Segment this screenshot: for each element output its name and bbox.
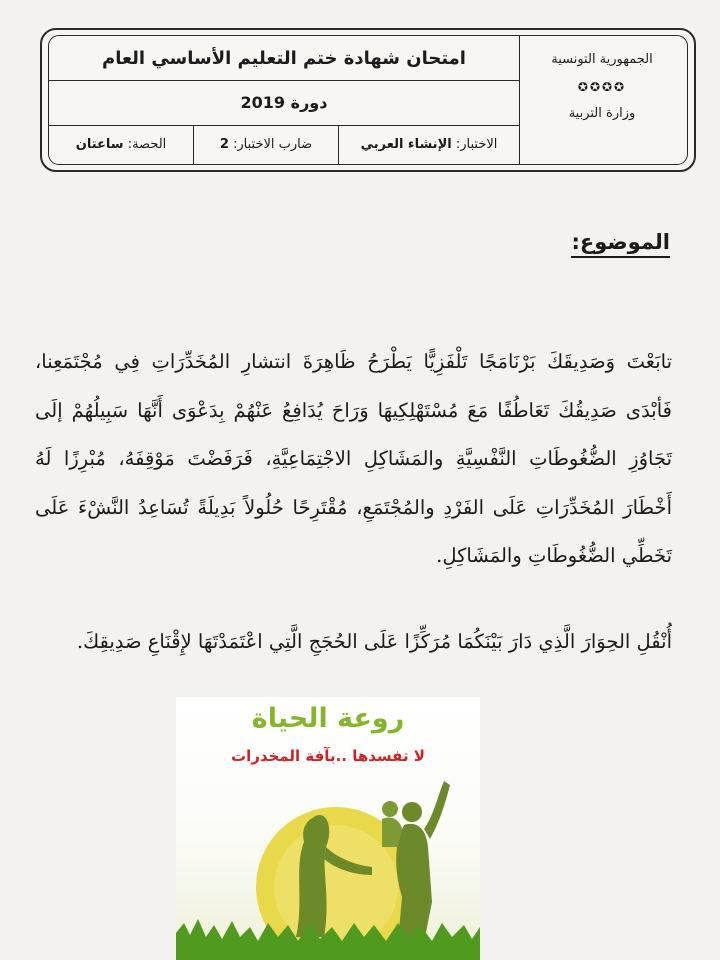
poster-illustration bbox=[176, 697, 480, 960]
man-head bbox=[402, 802, 422, 822]
exam-title: امتحان شهادة ختم التعليم الأساسي العام bbox=[102, 47, 466, 69]
institution-block bbox=[517, 36, 687, 164]
sun-glow bbox=[274, 825, 398, 949]
duration-value: ساعتان bbox=[75, 137, 124, 152]
kid-head bbox=[382, 801, 398, 817]
duration-cell bbox=[49, 125, 194, 164]
ministry-name: وزارة التربية bbox=[568, 106, 636, 121]
session-row bbox=[49, 80, 519, 126]
exam-title-row bbox=[49, 36, 519, 81]
subject-paragraph: تابَعْتَ وَصَدِيقَكَ بَرْنَامَجًا تَلْفَزِيًّا يَطْرَحُ ظَاهِرَةَ انتشارِ المُخَدِّرَاتِ فِي مُجْتَمَعِنا، فَأبْدَى صَدِيقُكَ تَعَاطُفًا مَعَ مُسْتَهْلِكِيهَا وَرَاحَ يُدَافِعُ عَنْهُمْ بِدَعْوَى أَنَّهَا سَبِيلُهُمْ إلَى تَجَاوُزِ الضُّغُوطَاتِ النَّفْسِيَّةِ والمَشَاكِلِ الاجْتِمَاعِيَّةِ، فَرَفَضْتَ مَوْقِفَهُ، مُبْرِزًا لَهُ أَخْطَارَ المُخَدِّرَاتِ عَلَى الفَرْدِ والمُجْتَمَعِ، مُقْتَرِحًا حُلُولاً بَدِيلَةً تُسَاعِدُ النَّشْءَ عَلَى تَخَطِّي الضُّغُوطَاتِ والمَشَاكِلِ. bbox=[35, 350, 672, 567]
subject-heading: الموضوع: bbox=[571, 230, 670, 258]
exam-header-frame bbox=[48, 35, 688, 165]
coefficient-label: ضارب الاختبار: bbox=[233, 137, 313, 152]
man-silhouette bbox=[396, 824, 432, 942]
emblem-stars-icon: ✪✪✪✪ bbox=[577, 80, 627, 94]
exam-details-row bbox=[49, 125, 519, 164]
test-cell bbox=[339, 125, 519, 164]
exam-info-block bbox=[49, 36, 520, 164]
test-value: الإنشاء العربي bbox=[360, 137, 452, 152]
session bbox=[241, 93, 328, 112]
test-label: الاختبار: bbox=[455, 137, 498, 152]
coefficient-value: 2 bbox=[219, 137, 229, 152]
poster-subtitle: لا تفسدها ..بآفة المخدرات bbox=[231, 747, 425, 765]
poster-title: روعة الحياة bbox=[251, 703, 405, 734]
anti-drug-poster bbox=[176, 697, 480, 960]
republic-name: الجمهورية التونسية bbox=[551, 52, 653, 67]
task-instruction: أُنْقُلِ الحِوَارَ الَّذِي دَارَ بَيْنَكُمَا مُرَكِّزًا عَلَى الحُجَجِ الَّتِي اعْتَمَدْتَهَا لإِقْنَاعِ صَدِيقِكَ. bbox=[76, 630, 672, 653]
exam-header bbox=[40, 28, 696, 172]
duration-label: الحصة: bbox=[127, 137, 167, 152]
session-year: 2019 bbox=[240, 93, 286, 112]
raised-arm bbox=[424, 781, 450, 839]
session-label: دورة bbox=[290, 93, 328, 112]
coefficient-cell bbox=[194, 125, 339, 164]
